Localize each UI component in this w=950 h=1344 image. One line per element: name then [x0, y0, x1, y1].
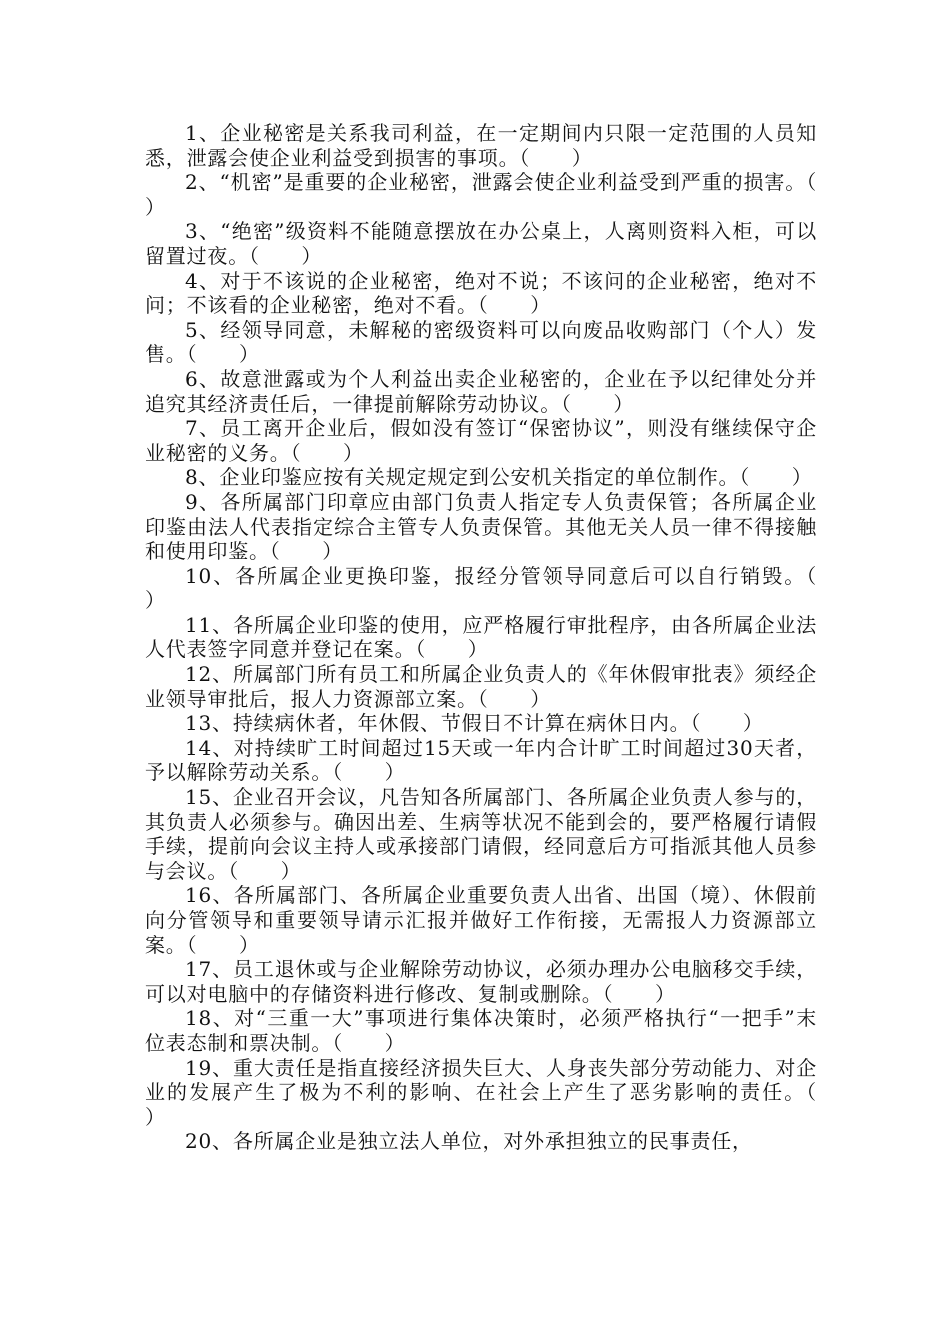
question-item-11: 11、各所属企业印鉴的使用，应严格履行审批程序，由各所属企业法人代表签字同意并登记在案。（ ）: [145, 612, 817, 662]
question-item-15: 15、企业召开会议，凡告知各所属部门、各所属企业负责人参与的，其负责人必须参与。确因出差、生病等状况不能到会的，要严格履行请假手续，提前向会议主持人或承接部门请假，经同意后方可指派其他人员参与会议。（ ）: [145, 785, 817, 883]
question-item-19: 19、重大责任是指直接经济损失巨大、人身丧失部分劳动能力、对企业的发展产生了极为不利的影响、在社会上产生了恶劣影响的责任。（ ）: [145, 1055, 859, 1129]
question-item-1: 1、企业秘密是关系我司利益，在一定期间内只限一定范围的人员知悉，泄露会使企业利益受到损害的事项。（ ）: [145, 121, 817, 170]
question-item-16: 16、各所属部门、各所属企业重要负责人出省、出国（境）、休假前向分管领导和重要领导请示汇报并做好工作衔接，无需报人力资源部立案。（ ）: [145, 883, 817, 957]
question-item-3: 3、“绝密”级资料不能随意摆放在办公桌上，人离则资料入柜，可以留置过夜。（ ）: [145, 219, 817, 268]
question-item-7: 7、员工离开企业后，假如没有签订“保密协议”，则没有继续保守企业秘密的义务。（ ）: [145, 416, 817, 465]
question-item-12: 12、所属部门所有员工和所属企业负责人的《年休假审批表》须经企业领导审批后，报人力资源部立案。（ ）: [145, 662, 817, 711]
question-list: [145, 121, 859, 1154]
question-item-18: 18、对“三重一大”事项进行集体决策时，必须严格执行“一把手”末位表态制和票决制。（ ）: [145, 1006, 817, 1055]
question-item-6: 6、故意泄露或为个人利益出卖企业秘密的，企业在予以纪律处分并追究其经济责任后，一律提前解除劳动协议。（ ）: [145, 366, 817, 416]
question-item-10: 10、各所属企业更换印鉴，报经分管领导同意后可以自行销毁。（ ）: [145, 563, 859, 613]
question-item-2: 2、“机密”是重要的企业秘密，泄露会使企业利益受到严重的损害。（ ）: [145, 170, 859, 219]
question-item-5: 5、经领导同意，未解秘的密级资料可以向废品收购部门（个人）发售。（ ）: [145, 317, 817, 367]
question-item-20: 20、各所属企业是独立法人单位，对外承担独立的民事责任，: [185, 1129, 753, 1154]
question-item-14: 14、对持续旷工时间超过15天或一年内合计旷工时间超过30天者，予以解除劳动关系。（ ）: [145, 735, 817, 785]
question-item-13: 13、持续病休者，年休假、节假日不计算在病休日内。（ ）: [185, 711, 764, 736]
question-item-4: 4、对于不该说的企业秘密，绝对不说；不该问的企业秘密，绝对不问；不该看的企业秘密，绝对不看。（ ）: [145, 268, 817, 318]
question-item-9: 9、各所属部门印章应由部门负责人指定专人负责保管；各所属企业印鉴由法人代表指定综合主管专人负责保管。其他无关人员一律不得接触和使用印鉴。（ ）: [145, 489, 817, 564]
question-item-17: 17、员工退休或与企业解除劳动协议，必须办理办公电脑移交手续，可以对电脑中的存储资料进行修改、复制或删除。（ ）: [145, 957, 817, 1006]
question-item-8: 8、企业印鉴应按有关规定规定到公安机关指定的单位制作。（ ）: [185, 465, 813, 490]
